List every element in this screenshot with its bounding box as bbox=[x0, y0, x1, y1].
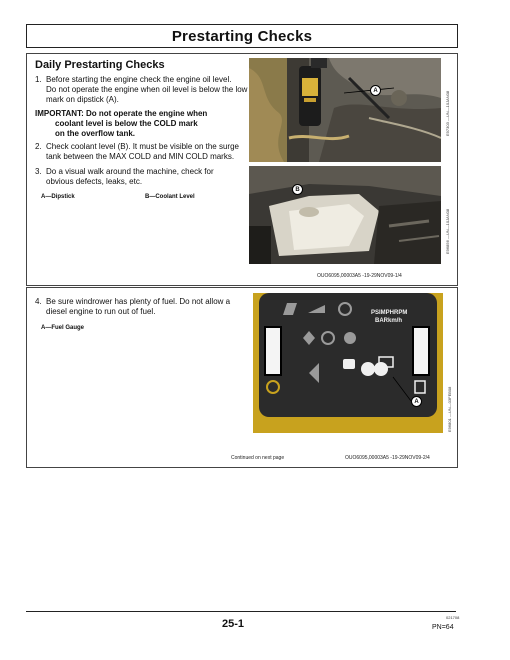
step-line: Do not operate the engine when oil level is below the low bbox=[46, 85, 248, 94]
coolant-tank-photo bbox=[249, 166, 441, 264]
legend-dipstick: A—Dipstick bbox=[41, 194, 75, 200]
page-number: 25-1 bbox=[222, 618, 245, 630]
step-text bbox=[46, 167, 214, 187]
reference-code: OUO6095,00003A5 -19-29NOV09-2/4 bbox=[345, 455, 430, 461]
instrument-panel-photo bbox=[253, 293, 443, 433]
legend-fuel-gauge: A—Fuel Gauge bbox=[41, 325, 85, 331]
step-line: Do a visual walk around the machine, check for bbox=[46, 167, 214, 176]
step-text bbox=[46, 75, 247, 105]
display-units bbox=[371, 309, 407, 325]
step-line: Before starting the engine check the engine oil level. bbox=[46, 75, 232, 84]
step-line: mark on dipstick (A). bbox=[46, 95, 119, 104]
callout-a: A bbox=[411, 396, 422, 407]
important-line: IMPORTANT: Do not operate the engine when bbox=[35, 109, 208, 118]
important-notice bbox=[35, 109, 245, 139]
step-line: obvious defects, leaks, etc. bbox=[46, 177, 143, 186]
step-number: 1. bbox=[35, 75, 42, 84]
footer-rule bbox=[26, 611, 456, 612]
step-text bbox=[46, 297, 230, 317]
section-heading: Daily Prestarting Checks bbox=[35, 59, 165, 71]
important-line: coolant level is below the COLD mark bbox=[55, 119, 198, 128]
footer-code: 021708 bbox=[446, 615, 460, 620]
step-line: diesel engine to run out of fuel. bbox=[46, 307, 156, 316]
step-line: Be sure windrower has plenty of fuel. Do not allow a bbox=[46, 297, 231, 306]
engine-dipstick-photo bbox=[249, 58, 441, 162]
callout-a: A bbox=[370, 85, 381, 96]
photo-code: E96856 —UN—10JAN08 bbox=[445, 208, 450, 254]
instrument-panel-drawing bbox=[253, 293, 443, 433]
engine-photo-drawing bbox=[249, 58, 441, 162]
page-title-box bbox=[26, 24, 458, 48]
page-pn: PN=64 bbox=[432, 624, 454, 631]
coolant-photo-drawing bbox=[249, 166, 441, 264]
important-line: on the overflow tank. bbox=[55, 129, 136, 138]
page-title: Prestarting Checks bbox=[171, 27, 313, 45]
units-line-2: BARkm/h bbox=[375, 318, 403, 324]
fuel-check-section bbox=[26, 287, 458, 468]
step-number: 3. bbox=[35, 167, 42, 176]
reference-code: OUO6095,00003A5 -19-29NOV09-1/4 bbox=[317, 273, 402, 279]
continued-note: Continued on next page bbox=[231, 455, 285, 461]
step-text bbox=[46, 142, 239, 162]
units-line-1: PSIMPHRPM bbox=[371, 310, 408, 316]
step-line: Check coolant level (B). It must be visible on the surge bbox=[46, 142, 239, 151]
legend-coolant-level: B—Coolant Level bbox=[145, 194, 195, 200]
daily-prestarting-section bbox=[26, 53, 458, 286]
photo-code: E96801 —UN—03FEB08 bbox=[447, 386, 452, 432]
callout-b: B bbox=[292, 184, 303, 195]
step-number: 2. bbox=[35, 142, 42, 151]
step-line: tank between the MAX COLD and MIN COLD marks. bbox=[46, 152, 235, 161]
step-number: 4. bbox=[35, 297, 42, 306]
photo-code: E97303 —UN—10JAN08 bbox=[445, 90, 450, 136]
